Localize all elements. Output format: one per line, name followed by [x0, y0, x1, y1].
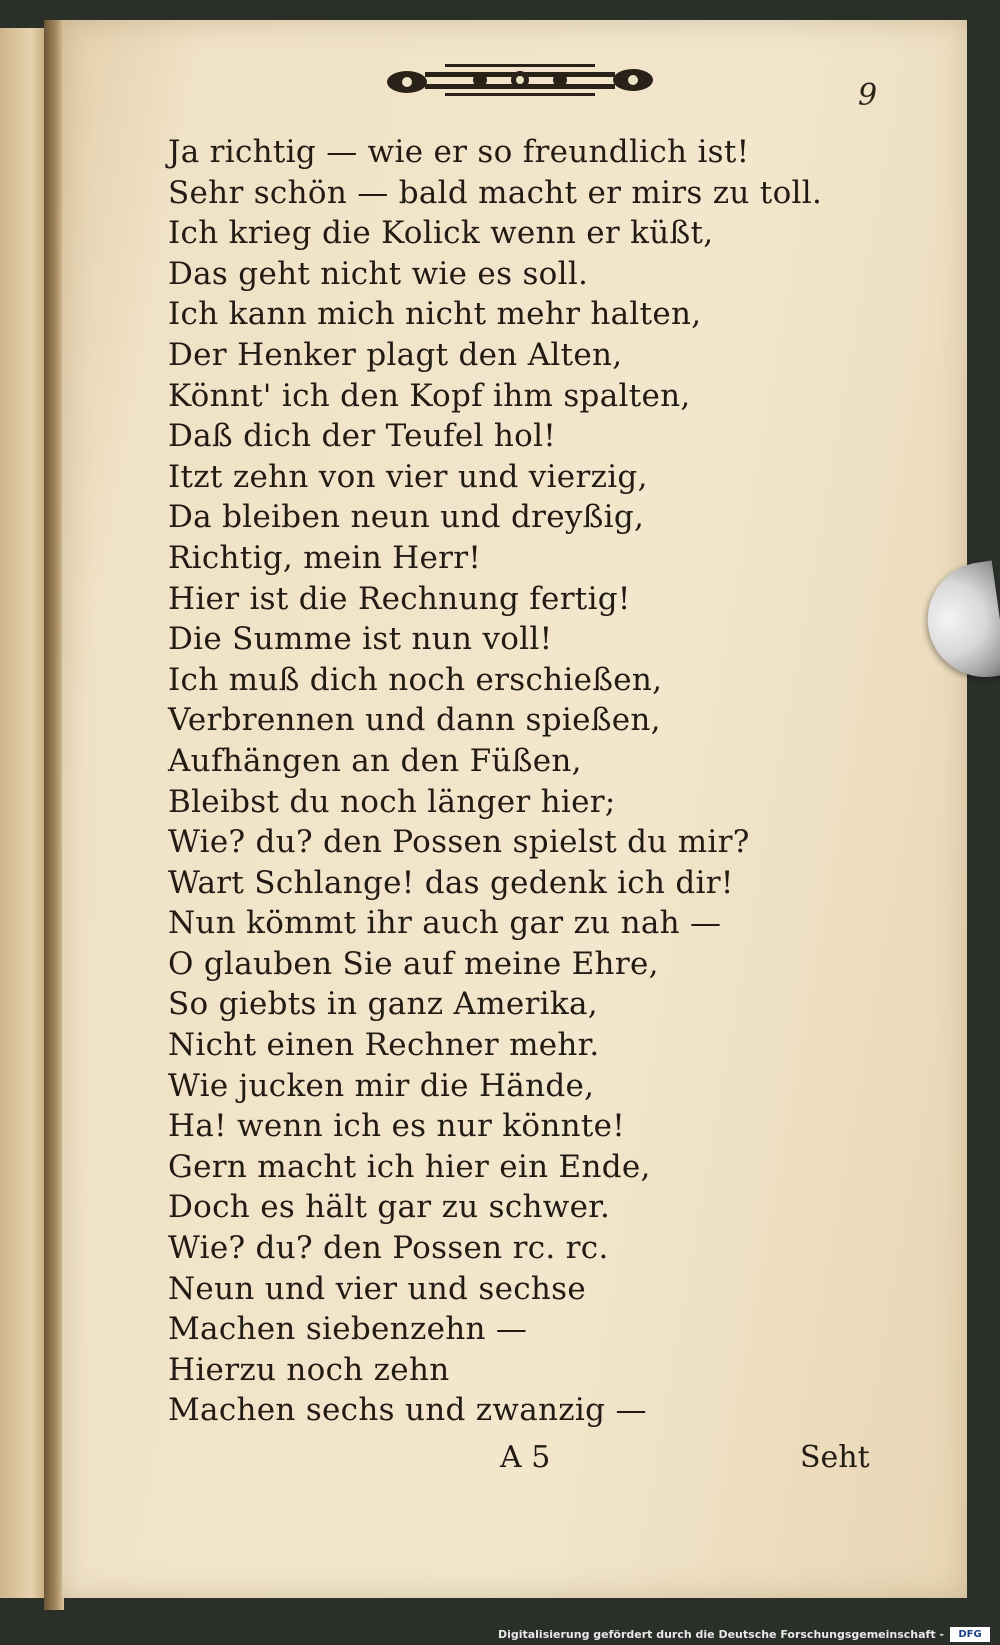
page-number: 9 [858, 78, 878, 113]
verse-line: Itzt zehn von vier und vierzig, [168, 458, 648, 495]
verse-line: Wie? du? den Possen rc. rc. [168, 1230, 609, 1267]
verse-line: O glauben Sie auf meine Ehre, [168, 945, 659, 982]
verse-line: Da bleiben neun und dreyßig, [168, 499, 645, 536]
verse-line: Daß dich der Teufel hol! [168, 418, 557, 455]
verse-line: Ich krieg die Kolick wenn er küßt, [168, 215, 714, 252]
verse-line: Die Summe ist nun voll! [168, 621, 553, 658]
verse-line: Doch es hält gar zu schwer. [168, 1189, 611, 1226]
verse-line: Ich muß dich noch erschießen, [168, 661, 663, 698]
book-gutter [44, 20, 64, 1610]
catchword: Seht [800, 1440, 870, 1475]
verse-line: Das geht nicht wie es soll. [168, 255, 589, 292]
verse-line: Hier ist die Rechnung fertig! [168, 580, 631, 617]
verse-line: Aufhängen an den Füßen, [168, 742, 582, 779]
verse-text [168, 132, 848, 1431]
verse-line: Verbrennen und dann spießen, [168, 702, 661, 739]
verse-line: Könnt' ich den Kopf ihm spalten, [168, 377, 691, 414]
verse-line: Machen siebenzehn — [168, 1311, 528, 1348]
ornament-vignette [385, 60, 655, 100]
verse-line: Wart Schlange! das gedenk ich dir! [168, 864, 734, 901]
verse-line: Nun kömmt ihr auch gar zu nah — [168, 905, 722, 942]
verse-line: Wie jucken mir die Hände, [168, 1067, 595, 1104]
verse-line: Der Henker plagt den Alten, [168, 336, 623, 373]
verse-line: Ha! wenn ich es nur könnte! [168, 1108, 626, 1145]
verse-line: Machen sechs und zwanzig — [168, 1392, 647, 1429]
verse-line: Nicht einen Rechner mehr. [168, 1027, 600, 1064]
verse-line: Ja richtig — wie er so freundlich ist! [168, 134, 750, 170]
signature-mark: A 5 [500, 1440, 551, 1475]
verse-line: Sehr schön — bald macht er mirs zu toll. [168, 174, 823, 211]
verse-line: So giebts in ganz Amerika, [168, 986, 598, 1023]
verse-line: Ich kann mich nicht mehr halten, [168, 296, 702, 333]
verse-line: Neun und vier und sechse [168, 1270, 586, 1307]
verse-line: Hierzu noch zehn [168, 1351, 450, 1388]
dfg-logo: DFG [950, 1627, 990, 1642]
verse-line: Bleibst du noch länger hier; [168, 783, 616, 820]
verse-line: Wie? du? den Possen spielst du mir? [168, 824, 750, 861]
digitization-credit: Digitalisierung gefördert durch die Deutsche Forschungsgemeinschaft - [497, 1628, 944, 1641]
verse-line: Gern macht ich hier ein Ende, [168, 1148, 651, 1185]
verse-line: Richtig, mein Herr! [168, 539, 482, 576]
